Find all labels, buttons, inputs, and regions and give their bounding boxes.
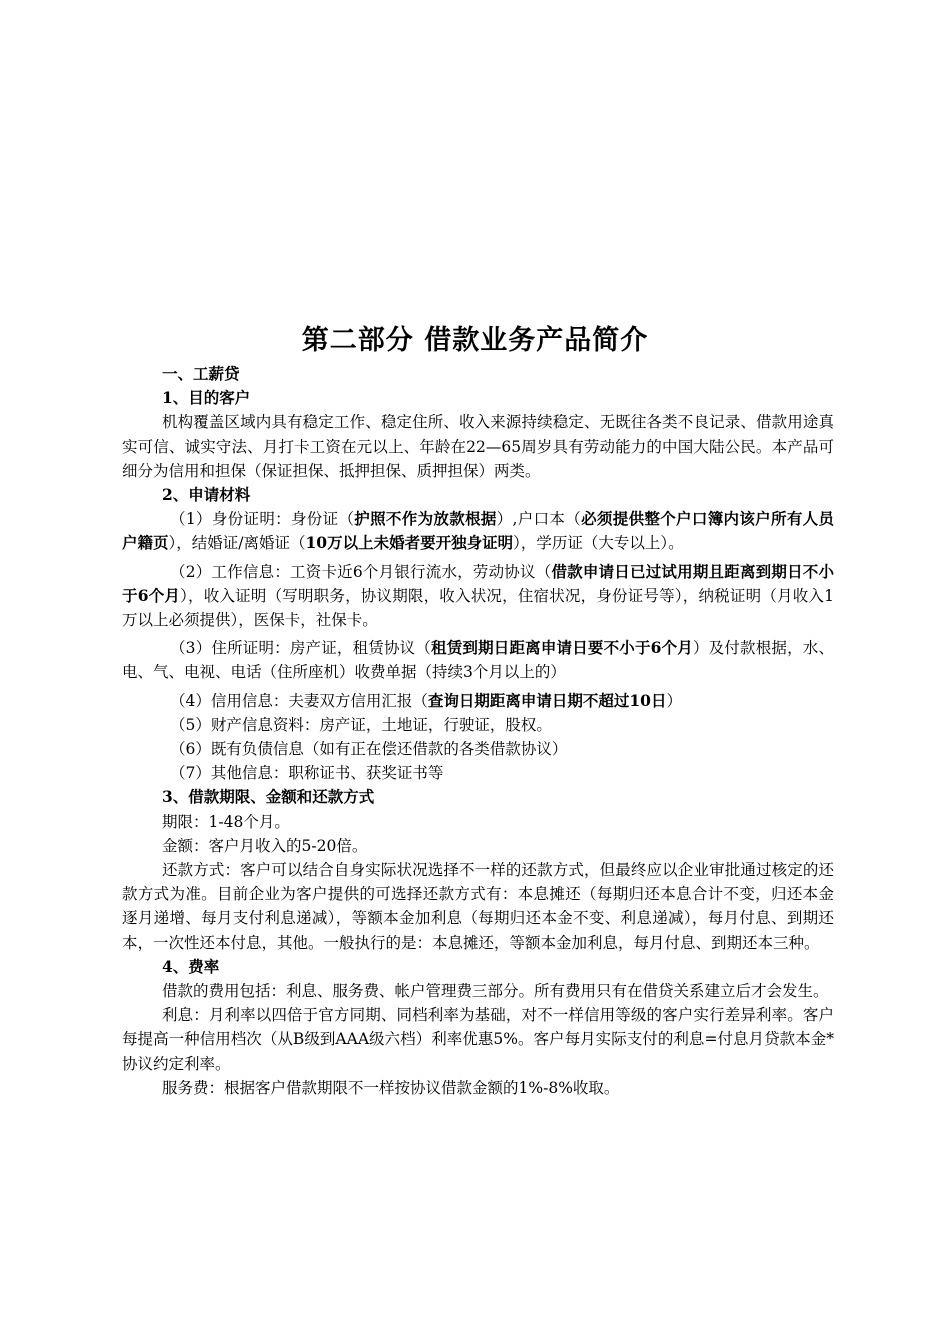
material-item-7: （7）其他信息：职称证书、获奖证书等: [170, 764, 444, 783]
paragraph-term: 期限：1-48个月。: [162, 812, 290, 831]
paragraph-interest: 利息：月利率以四倍于官方同期、同档利率为基础，对不一样信用等级的客户实行差异利率。客户每提高一种信用档次（从B级到AAA级六档）利率优惠5%。客户每月实际支付的利息=付息月贷款本金*协议约定利率。: [122, 1006, 834, 1073]
paragraph-fees: 借款的费用包括：利息、服务费、帐户管理费三部分。所有费用只有在借贷关系建立后才会发生。: [162, 982, 829, 1001]
material-item-1: （1）身份证明：身份证（护照不作为放款根据）,户口本（必须提供整个户口簿内该户所有人员户籍页），结婚证/离婚证（10万以上未婚者要开独身证明），学历证（大专以上）。: [122, 509, 834, 553]
page-title: 第二部分 借款业务产品简介: [301, 325, 649, 356]
material-item-2: （2）工作信息：工资卡近6个月银行流水，劳动协议（借款申请日已过试用期且距离到期日不小于6个月），收入证明（写明职务，协议期限，收入状况，住宿状况，身份证号等），纳税证明（月收入1万以上必须提供），医保卡，社保卡。: [122, 561, 834, 630]
subsection-heading-terms: 3、借款期限、金额和还款方式: [162, 787, 375, 807]
material-item-5: （5）财产信息资料：房产证，土地证，行驶证，股权。: [170, 715, 552, 734]
subsection-heading-materials: 2、申请材料: [162, 485, 251, 505]
document-body: [122, 362, 834, 1100]
section-heading: 一、工薪贷: [162, 364, 240, 383]
paragraph-customers: 机构覆盖区域内具有稳定工作、稳定住所、收入来源持续稳定、无既往各类不良记录、借款用途真实可信、诚实守法、月打卡工资在元以上、年龄在22—65周岁具有劳动能力的中国大陆公民。本产品可细分为信用和担保（保证担保、抵押担保、质押担保）两类。: [122, 413, 834, 480]
paragraph-service-fee: 服务费：根据客户借款期限不一样按协议借款金额的1%-8%收取。: [162, 1078, 620, 1097]
material-item-3: （3）住所证明：房产证，租赁协议（租赁到期日距离申请日要不小于6个月）及付款根据，水、电、气、电视、电话（住所座机）收费单据（持续3个月以上的）: [122, 638, 834, 682]
paragraph-repayment: 还款方式：客户可以结合自身实际状况选择不一样的还款方式，但最终应以企业审批通过核定的还款方式为准。目前企业为客户提供的可选择还款方式有：本息摊还（每期归还本息合计不变，归还本金逐月递增、每月支付利息递减），等额本金加利息（每期归还本金不变、利息递减），每月付息、到期还本，一次性还本付息，其他。一般执行的是：本息摊还，等额本金加利息，每月付息、到期还本三种。: [122, 861, 834, 952]
material-item-6: （6）既有负债信息（如有正在偿还借款的各类借款协议）: [170, 740, 568, 759]
subsection-heading-fees: 4、费率: [162, 956, 220, 976]
paragraph-amount: 金额：客户月收入的5-20倍。: [162, 836, 368, 855]
material-item-4: （4）信用信息：夫妻双方信用汇报（查询日期距离申请日期不超过10日）: [170, 690, 682, 710]
subsection-heading-customers: 1、目的客户: [162, 388, 251, 408]
